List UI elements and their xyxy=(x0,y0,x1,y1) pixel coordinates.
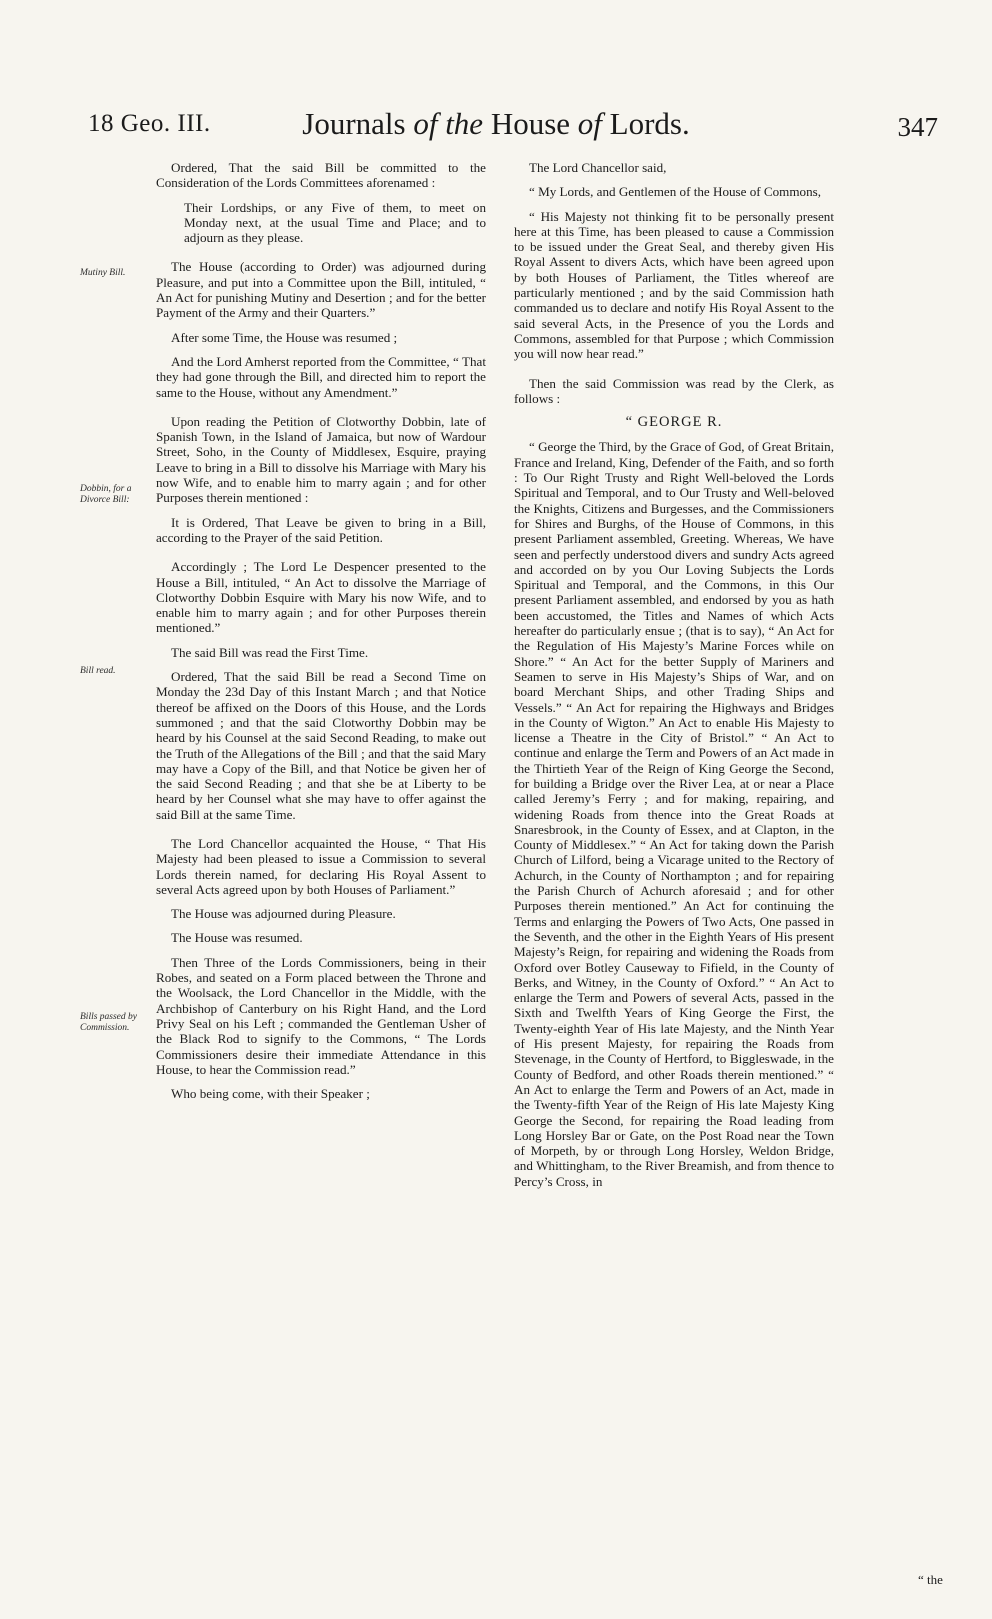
paragraph: And the Lord Amherst reported from the Committee, “ That they had gone through the Bill, and directed him to report the same to the House, without any Amendment.” xyxy=(156,353,486,400)
paragraph: The Lord Chancellor acquainted the House, “ That His Majesty had been pleased to issue a Commission to several Lords therein named, for declaring His Royal Assent to several Acts agreed upon by both Houses of Parliament.” xyxy=(156,835,486,897)
paragraph: The House was adjourned during Pleasure. xyxy=(171,906,396,922)
margin-note-mutiny-bill: Mutiny Bill. xyxy=(80,268,126,278)
paragraph: Their Lordships, or any Five of them, to meet on Monday next, at the usual Time and Place; and to adjourn as they please. xyxy=(184,199,486,246)
paragraph: The House (according to Order) was adjourned during Pleasure, and put into a Committee upon the Bill, intituled, “ An Act for punishing Mutiny and Desertion ; and for the better Payment of the Army and their Quarters.” xyxy=(156,259,486,321)
paragraph: Accordingly ; The Lord Le Despencer presented to the House a Bill, intituled, “ An Act to dissolve the Marriage of Clotworthy Dobbin Esquire with Mary his now Wife, and to enable him to marry again ; and for other Purposes therein mentioned.” xyxy=(156,559,486,636)
commission-heading: “ GEORGE R. xyxy=(625,414,723,431)
paragraph: The House was resumed. xyxy=(171,930,303,946)
paragraph: “ My Lords, and Gentlemen of the House of Commons, xyxy=(529,184,822,200)
paragraph: The said Bill was read the First Time. xyxy=(171,644,369,660)
margin-note-bill-read: Bill read. xyxy=(80,666,116,676)
paragraph: After some Time, the House was resumed ; xyxy=(171,329,398,345)
margin-note-bills-passed: Bills passed by Commission. xyxy=(80,1012,137,1033)
journal-title: Journals of the House of Lords. xyxy=(302,106,690,141)
running-header xyxy=(0,106,992,150)
commission-text: “ George the Third, by the Grace of God, of Great Britain, France and Ireland, King, Defender of the Faith, and so forth : To Our Right Trusty and Right Well-beloved the Lords Spiritual and Temporal, and to Our Trusty and Well-beloved the Knights, Citizens and Burgesses, and the Commissioners for Shires and Burghs, of the House of Commons, in this present Parliament assembled, Greeting. Whereas, We have seen and perfectly understood divers and sundry Acts agreed and accorded on by you Our Loving Subjects the Lords Spiritual and Temporal, and the Commons, in this Our present Parliament assembled, and endorsed by you as hath been accustomed, the Titles and Names of which Acts hereafter do particularly ensue ; (that is to say), “ An Act for the Regulation of His Majesty’s Marine Forces while on Shore.” “ An Act for the better Supply of Mariners and Seamen to serve in His Majesty’s Ships of War, and on board Merchant Ships, and other Trading Ships and Vessels.” “ An Act for repairing the Highways and Bridges in the County of Wigton.” An Act to enable His Majesty to license a Theatre in the City of Bristol.” “ An Act to continue and enlarge the Term and Powers of an Act made in the Thirtieth Year of the Reign of King George the Second, for building a Bridge over the River Lea, at or near a Place called Jeremy’s Ferry ; and for making, repairing, and widening Roads from thence into the Great Roads at Snaresbrook, in the County of Essex, and at Clapton, in the County of Middlesex.” “ An Act for taking down the Parish Church of Lilford, being a Vicarage united to the Rectory of Achurch, in the County of Northampton ; and for repairing the Parish Church of Achurch aforesaid ; and for other Purposes therein mentioned.” An Act for continuing the Terms and enlarging the Powers of Two Acts, One passed in the Seventh, and the other in the Eighth Years of His present Majesty’s Reign, for repairing and widening the Roads from Oxford over Botley Causeway to Fifield, in the County of Berks, and Witney, in the County of Oxford.” “ An Act to enlarge the Term and Powers of several Acts, passed in the Sixth and Twelfth Years of King George the First, the Twenty-eighth Year of His late Majesty, and the Ninth Year of His present Majesty, for repairing the Roads from Stevenage, in the County of Hertford, to Biggleswade, in the County of Bedford, and other Roads therein mentioned.” “ An Act to enlarge the Term and Powers of an Act, made in the Twenty-fifth Year of the Reign of His late Majesty King George the Second, for repairing the Road leading from Long Horsley Bar or Gate, on the Post Road near the Town of Morpeth, by or through Long Horsley, Weldon Bridge, and Whittingham, to the River Breamish, and from thence to Percy’s Cross, in xyxy=(514,439,834,1189)
paragraph: Then Three of the Lords Commissioners, being in their Robes, and seated on a Form placed between the Throne and the Woolsack, the Lord Chancellor in the Middle, with the Archbishop of Canterbury on his Right Hand, and the Lord Privy Seal on his Left ; commanded the Gentleman Usher of the Black Rod to signify to the Commons, “ The Lords Commissioners desire their immediate Attendance in this House, to hear the Commission read.” xyxy=(156,954,486,1077)
paragraph: Ordered, That the said Bill be committed to the Consideration of the Lords Committees aforenamed : xyxy=(156,160,486,191)
paragraph: Upon reading the Petition of Clotworthy Dobbin, late of Spanish Town, in the Island of Jamaica, but now of Wardour Street, Soho, in the County of Middlesex, Esquire, praying Leave to bring in a Bill to dissolve his Marriage with Mary his now Wife, and to enable him to marry again ; and for other Purposes therein mentioned : xyxy=(156,413,486,506)
paragraph: The Lord Chancellor said, xyxy=(529,160,667,175)
session-label: 18 Geo. III. xyxy=(88,110,211,137)
page-number: 347 xyxy=(897,112,938,142)
margin-note-dobbin: Dobbin, for a Divorce Bill: xyxy=(80,484,132,505)
right-column xyxy=(514,160,834,1198)
catchword: “ the xyxy=(918,1572,943,1587)
paragraph: Who being come, with their Speaker ; xyxy=(171,1086,370,1102)
paragraph: Then the said Commission was read by the Clerk, as follows : xyxy=(514,375,834,406)
left-column xyxy=(156,160,486,1110)
paragraph: It is Ordered, That Leave be given to bring in a Bill, according to the Prayer of the said Petition. xyxy=(156,514,486,545)
paragraph: “ His Majesty not thinking fit to be personally present here at this Time, has been pleased to cause a Commission to be issued under the Great Seal, and thereby given His Royal Assent to divers Acts, which have been agreed upon by both Houses of Parliament, the Titles whereof are particularly mentioned ; and by the said Commission hath commanded us to declare and notify His Royal Assent to the said several Acts, in the Presence of you the Lords and Commons, assembled for that Purpose ; which Commission you will now hear read.” xyxy=(514,208,834,362)
paragraph: Ordered, That the said Bill be read a Second Time on Monday the 23d Day of this Instant March ; and that Notice thereof be affixed on the Doors of this House, and the Lords summoned ; and that the said Clotworthy Dobbin may be heard by his Counsel at the said Second Reading, to make out the Truth of the Allegations of the Bill ; and that the said Mary may have a Copy of the Bill, and that Notice be given her of the said Second Reading ; and that she be at Liberty to be heard by her Counsel what she may have to offer against the said Bill at the same Time. xyxy=(156,669,486,822)
